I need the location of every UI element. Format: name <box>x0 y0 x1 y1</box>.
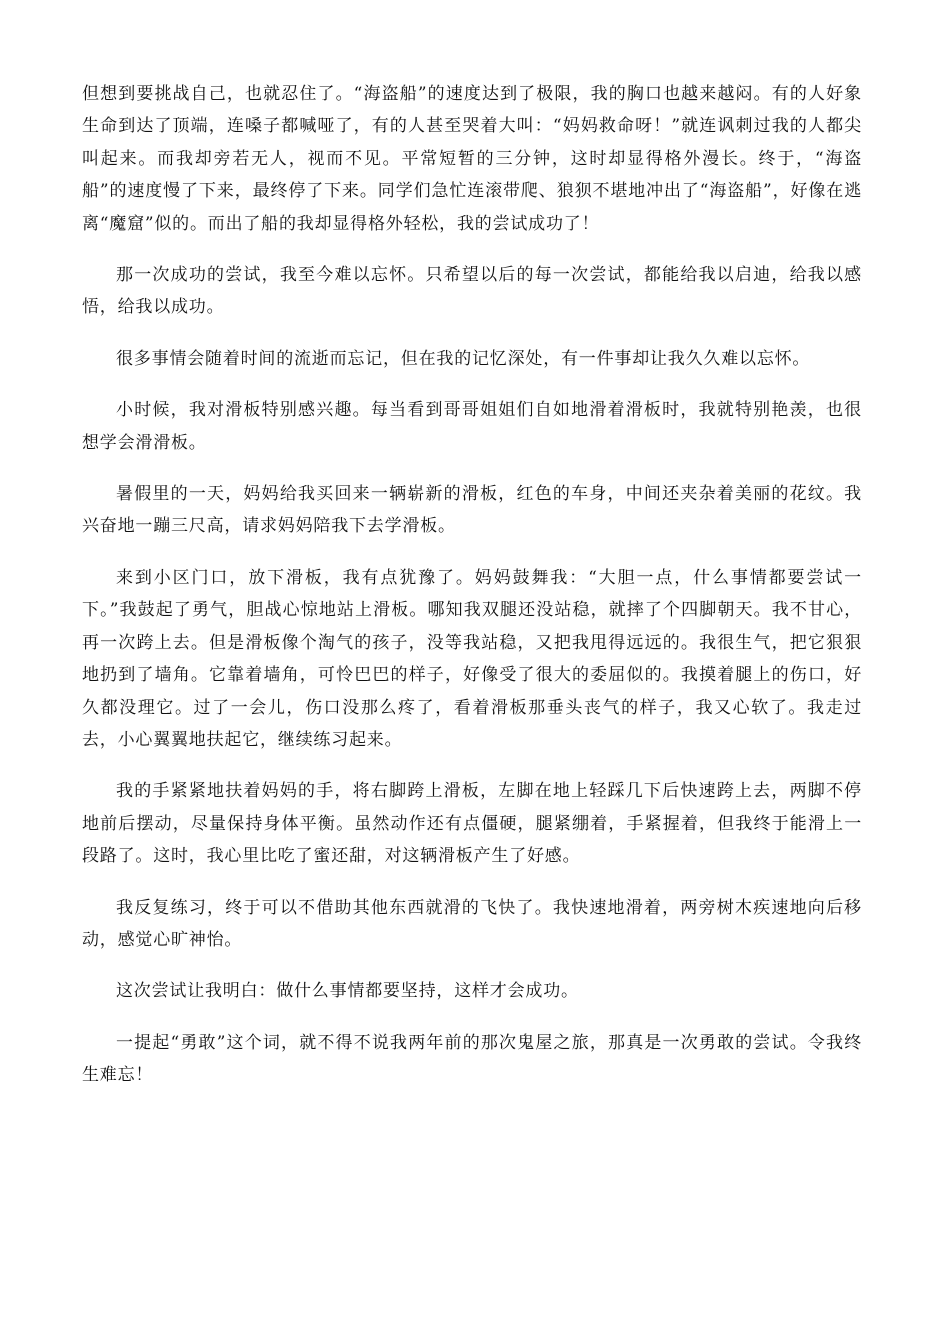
paragraph-10: 一提起“勇敢”这个词，就不得不说我两年前的那次鬼屋之旅，那真是一次勇敢的尝试。令我终生难忘！ <box>82 1032 862 1086</box>
paragraph-8: 我反复练习，终于可以不借助其他东西就滑的飞快了。我快速地滑着，两旁树木疾速地向后移动，感觉心旷神怡。 <box>82 897 862 950</box>
paragraph-3: 很多事情会随着时间的流逝而忘记，但在我的记忆深处，有一件事却让我久久难以忘怀。 <box>116 348 811 369</box>
paragraph-1: 但想到要挑战自己，也就忍住了。“海盗船”的速度达到了极限，我的胸口也越来越闷。有的人好象生命到达了顶端，连嗓子都喊哑了，有的人甚至哭着大叫：“妈妈救命呀！”就连讽刺过我的人都尖叫起来。而我却旁若无人，视而不见。平常短暂的三分钟，这时却显得格外漫长。终于，“海盗船”的速度慢了下来，最终停了下来。同学们急忙连滚带爬、狼狈不堪地冲出了“海盗船”，好像在逃离“魔窟”似的。而出了船的我却显得格外轻松，我的尝试成功了！ <box>82 84 862 234</box>
paragraph-6: 来到小区门口，放下滑板，我有点犹豫了。妈妈鼓舞我：“大胆一点，什么事情都要尝试一下。”我鼓起了勇气，胆战心惊地站上滑板。哪知我双腿还没站稳，就摔了个四脚朝天。我不甘心，再一次跨上去。但是滑板像个淘气的孩子，没等我站稳，又把我甩得远远的。我很生气，把它狠狠地扔到了墙角。它靠着墙角，可怜巴巴的样子，好像受了很大的委屈似的。我摸着腿上的伤口，好久都没理它。过了一会儿，伤口没那么疼了，看着滑板那垂头丧气的样子，我又心软了。我走过去，小心翼翼地扶起它，继续练习起来。 <box>82 567 862 750</box>
paragraph-7: 我的手紧紧地扶着妈妈的手，将右脚跨上滑板，左脚在地上轻踩几下后快速跨上去，两脚不停地前后摆动，尽量保持身体平衡。虽然动作还有点僵硬，腿紧绷着，手紧握着，但我终于能滑上一段路了。这时，我心里比吃了蜜还甜，对这辆滑板产生了好感。 <box>82 781 862 867</box>
document-body <box>82 78 862 1111</box>
paragraph-5: 暑假里的一天，妈妈给我买回来一辆崭新的滑板，红色的车身，中间还夹杂着美丽的花纹。我兴奋地一蹦三尺高，请求妈妈陪我下去学滑板。 <box>82 484 862 537</box>
paragraph-9: 这次尝试让我明白：做什么事情都要坚持，这样才会成功。 <box>116 981 579 1002</box>
paragraph-4: 小时候，我对滑板特别感兴趣。每当看到哥哥姐姐们自如地滑着滑板时，我就特别艳羡，也很想学会滑滑板。 <box>82 400 862 453</box>
paragraph-2: 那一次成功的尝试，我至今难以忘怀。只希望以后的每一次尝试，都能给我以启迪，给我以感悟，给我以成功。 <box>82 265 862 318</box>
